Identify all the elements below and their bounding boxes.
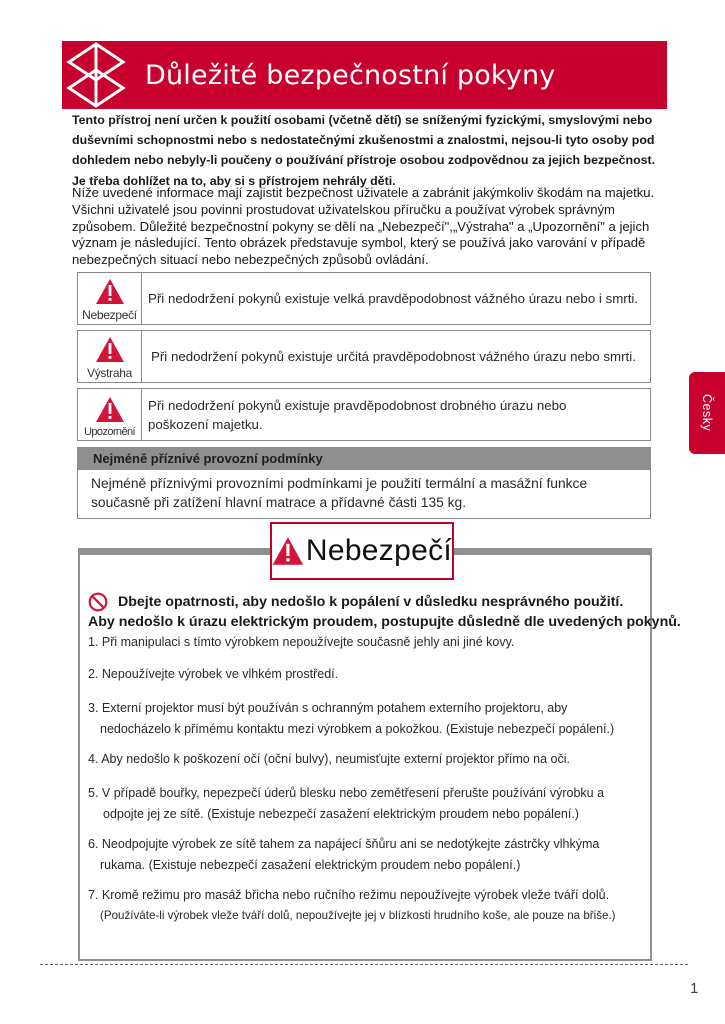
level-label: Výstraha — [87, 366, 132, 380]
warning-triangle-icon — [272, 531, 304, 571]
operating-conditions-box — [77, 447, 651, 519]
level-label: Nebezpečí — [82, 308, 137, 322]
level-description: Při nedodržení pokynů existuje velká pravděpodobnost vážného úrazu nebo i smrti. — [148, 291, 639, 306]
language-tab[interactable] — [689, 372, 725, 454]
page-title: Důležité bezpečnostní pokyny — [145, 59, 556, 91]
danger-title-box — [270, 522, 454, 580]
warning-triangle-icon — [95, 278, 125, 305]
cube-logo-icon — [63, 42, 129, 108]
list-item: 3. Externí projektor musí být používán s ochranným potahem externího projektoru, aby nedocházelo k přímému kontaktu mezi výrobkem a pokožkou. (Existuje nebezpečí popálení.) — [88, 701, 615, 736]
page-header — [62, 41, 667, 109]
footer-divider — [40, 964, 688, 965]
level-danger — [77, 272, 651, 325]
page-number: 1 — [690, 980, 699, 997]
list-item: 1. Při manipulaci s tímto výrobkem nepoužívejte současně jehly ani jiné kovy. — [88, 635, 515, 649]
conditions-text: Nejméně příznivými provozními podmínkami je použití termální a masážní funkce současně při zatížení hlavní matrace a přídavné části 135 kg. — [91, 476, 588, 510]
warning-triangle-icon — [95, 336, 125, 363]
electric-warning-text: Aby nedošlo k úrazu elektrickým proudem, postupujte důsledně dle uvedených pokynů. — [88, 614, 681, 630]
level-label: Upozornění — [84, 426, 135, 438]
burn-warning — [88, 592, 623, 612]
language-tab-label: Česky — [700, 394, 714, 432]
intro-text: Níže uvedené informace mají zajistit bezpečnost uživatele a zabránit jakýmkoliv škodám na majetku. Všichni uživatelé jsou povinni prostudovat uživatelskou příručku a používat výrobek správným způsobem. Důležité bezpečnostní pokyny se dělí na „Nebezpečí",„Výstraha" a „Upozornění" a jejich význam je následující. Tento obrázek představuje symbol, který se používá jako varování v případě nebezpečných situací nebo nebezpečných způsobů ovládání. — [72, 185, 655, 268]
prohibition-icon — [88, 592, 108, 612]
intro-bold-text: Tento přístroj není určen k použití osobami (včetně dětí) se sníženými fyzickými, smyslovými nebo duševními schopnostmi nebo s nedostatečnými zkušenostmi a znalostmi, nejsou-li tyto osoby pod dohledem nebo nebyly-li poučeny o používání přístroje osobou zodpovědnou za jejich bezpečnost. Je třeba dohlížet na to, aby si s přístrojem nehrály děti. — [72, 113, 656, 188]
level-caution — [77, 388, 651, 441]
list-item: 6. Neodpojujte výrobek ze sítě tahem za napájecí šňůru ani se nedotýkejte zástrčky vlhkýma rukama. (Existuje nebezpečí zasažení elektrickým proudem nebo popálení.) — [88, 837, 600, 872]
level-description: Při nedodržení pokynů existuje pravděpodobnost drobného úrazu nebo poškození majetku. — [148, 397, 567, 432]
list-item: 7. Kromě režimu pro masáž břicha nebo ručního režimu nepoužívejte výrobek vleže tváří dolů. (Používáte-li výrobek vleže tváří dolů, nepoužívejte jej v blízkosti hrudního koše, ale pouze na břiše.) — [88, 888, 616, 922]
warning-triangle-icon — [95, 396, 125, 423]
level-warning — [77, 330, 651, 383]
list-item: 2. Nepoužívejte výrobek ve vlhkém prostředí. — [88, 667, 339, 681]
danger-title: Nebezpečí — [305, 534, 452, 567]
level-description: Při nedodržení pokynů existuje určitá pravděpodobnost vážného úrazu nebo smrti. — [151, 349, 636, 364]
list-item: 4. Aby nedošlo k poškození očí (oční bulvy), neumisťujte externí projektor přímo na oči. — [88, 752, 571, 766]
burn-warning-text: Dbejte opatrnosti, aby nedošlo k popálení v důsledku nesprávného použití. — [118, 594, 624, 610]
conditions-title: Nejméně příznivé provozní podmínky — [78, 447, 650, 470]
list-item: 5. V případě bouřky, nepezpečí úderů blesku nebo zemětřesení přerušte používání výrobku a odpojte jej ze sítě. (Existuje nebezpečí zasažení elektrickým proudem nebo popálení.) — [88, 786, 605, 821]
